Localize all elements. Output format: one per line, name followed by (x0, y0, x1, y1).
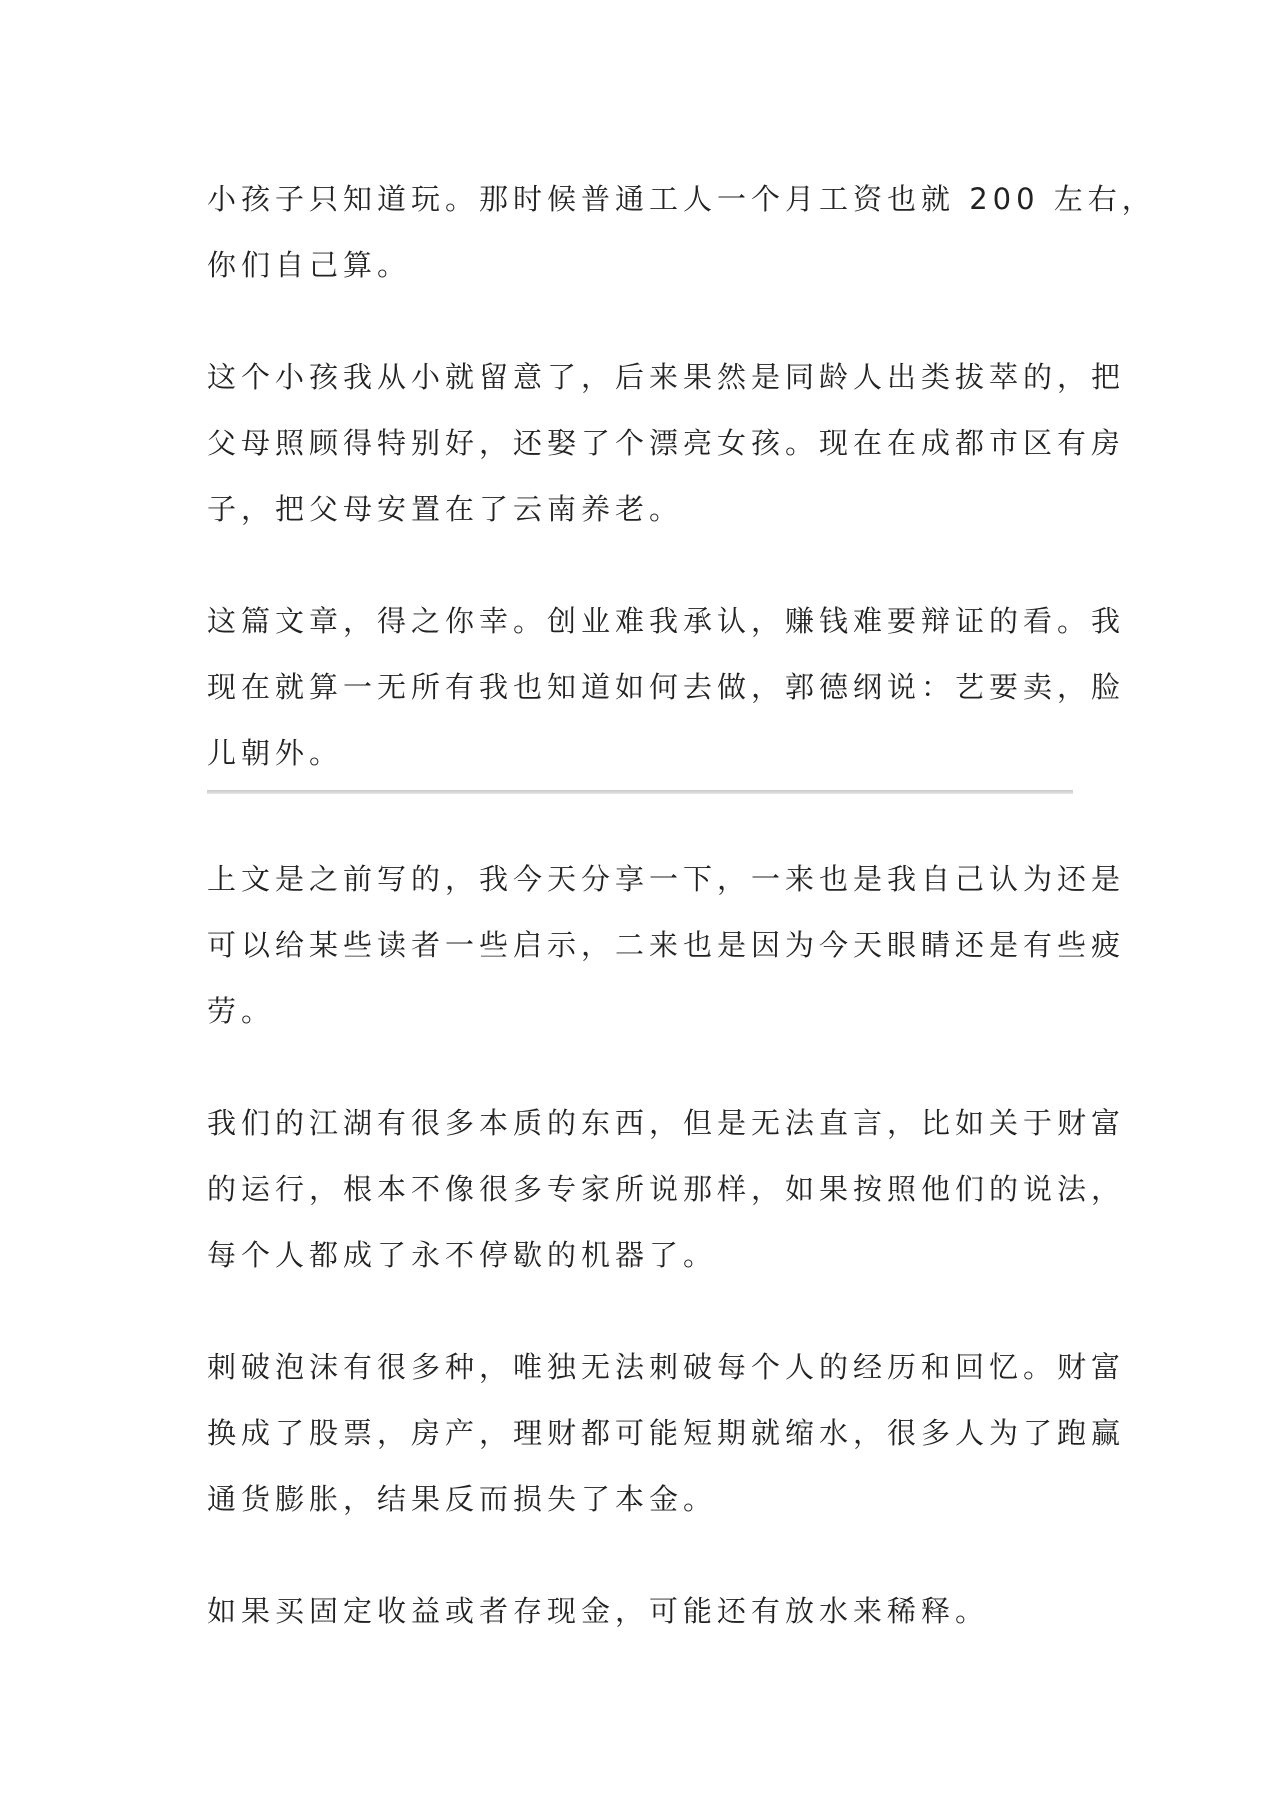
text-line: 这个小孩我从小就留意了，后来果然是同龄人出类拔萃的，把 (207, 360, 1126, 394)
paragraph-sharing-note (207, 846, 1126, 1044)
text-line: 刺破泡沫有很多种，唯独无法刺破每个人的经历和回忆。财富 (207, 1350, 1126, 1384)
paragraph-child-story (207, 344, 1126, 542)
paragraph-fixed-income (207, 1578, 1073, 1644)
text-line: 通货膨胀，结果反而损失了本金。 (207, 1482, 718, 1516)
text-line: 换成了股票，房产，理财都可能短期就缩水，很多人为了跑赢 (207, 1416, 1126, 1450)
text-line: 小孩子只知道玩。那时候普通工人一个月工资也就 200 左右， (207, 182, 1156, 216)
paragraph-entrepreneurship (207, 588, 1126, 786)
text-line: 劳。 (207, 994, 276, 1028)
text-line: 可以给某些读者一些启示，二来也是因为今天眼睛还是有些疲 (207, 928, 1126, 962)
text-line: 我们的江湖有很多本质的东西，但是无法直言，比如关于财富 (207, 1106, 1126, 1140)
text-line: 如果买固定收益或者存现金，可能还有放水来稀释。 (207, 1594, 990, 1628)
text-line: 上文是之前写的，我今天分享一下，一来也是我自己认为还是 (207, 862, 1126, 896)
text-line: 这篇文章，得之你幸。创业难我承认，赚钱难要辩证的看。我 (207, 604, 1126, 638)
text-line: 每个人都成了永不停歇的机器了。 (207, 1238, 718, 1272)
paragraph-wealth-essence (207, 1090, 1126, 1288)
paragraph-wages (207, 166, 1156, 298)
section-divider (207, 790, 1073, 794)
paragraph-bubbles (207, 1334, 1126, 1532)
text-line: 父母照顾得特别好，还娶了个漂亮女孩。现在在成都市区有房 (207, 426, 1126, 460)
text-line: 子，把父母安置在了云南养老。 (207, 492, 684, 526)
section-after-divider (207, 846, 1126, 1690)
section-before-divider (207, 166, 1156, 832)
text-line: 现在就算一无所有我也知道如何去做，郭德纲说：艺要卖，脸 (207, 670, 1126, 704)
text-line: 的运行，根本不像很多专家所说那样，如果按照他们的说法， (207, 1172, 1126, 1206)
text-line: 儿朝外。 (207, 736, 344, 770)
text-line: 你们自己算。 (207, 248, 412, 282)
